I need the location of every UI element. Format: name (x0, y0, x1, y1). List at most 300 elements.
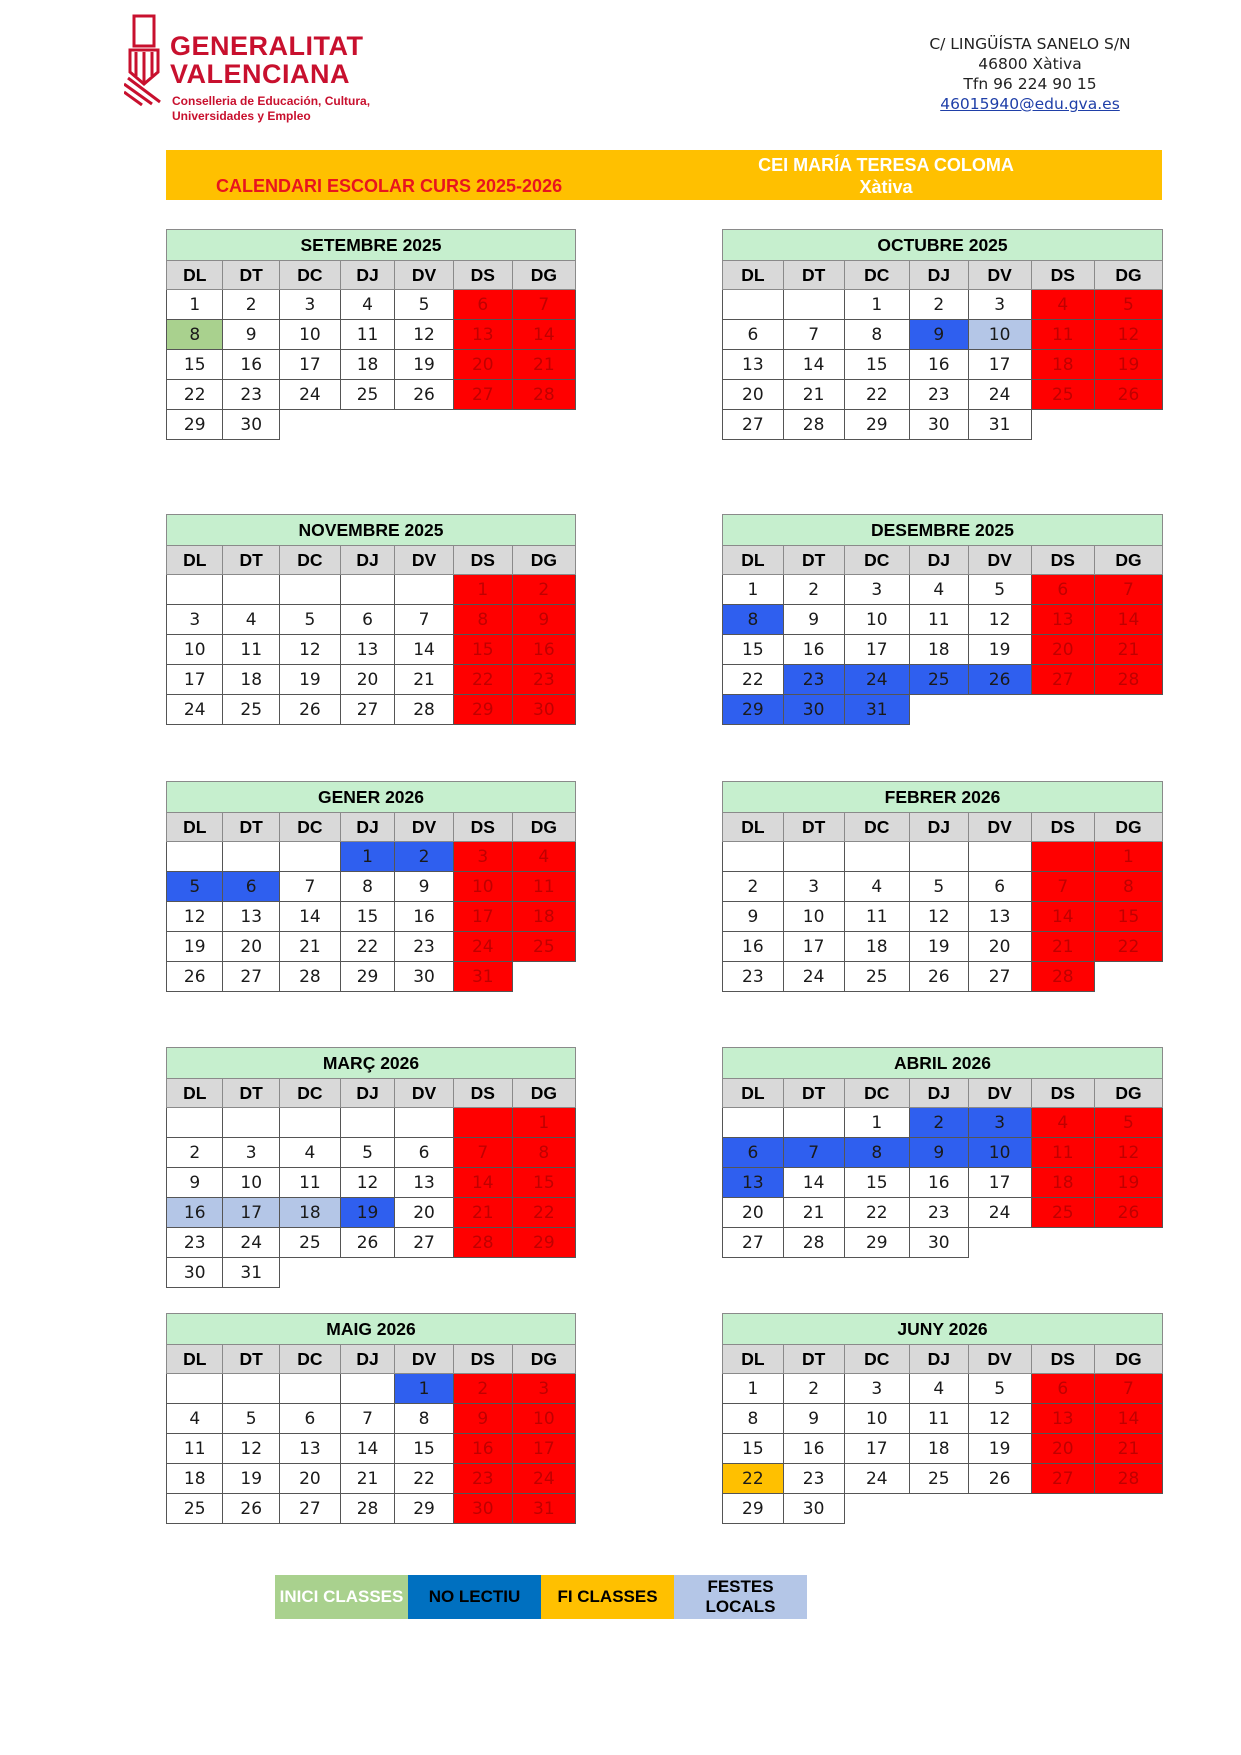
weekday-header: DL (167, 1345, 223, 1374)
calendar-day: 17 (968, 350, 1031, 380)
title-banner (166, 150, 1162, 200)
calendar-day: 31 (453, 962, 512, 992)
weekday-header: DT (783, 813, 844, 842)
calendar-day: 4 (340, 290, 394, 320)
calendar-day: 7 (340, 1404, 394, 1434)
calendar-day: 2 (910, 1108, 968, 1138)
month-table (166, 229, 576, 440)
calendar-day: 14 (453, 1168, 512, 1198)
calendar-empty-cell (279, 1258, 340, 1288)
calendar-empty-cell (279, 1374, 340, 1404)
calendar-day: 2 (395, 842, 454, 872)
logo-subtitle-2: Universidades y Empleo (172, 109, 311, 123)
calendar-empty-cell (783, 1108, 844, 1138)
calendar-day: 18 (512, 902, 575, 932)
calendar-day: 3 (844, 1374, 910, 1404)
calendar-day: 22 (723, 1464, 784, 1494)
calendar-day: 27 (723, 1228, 784, 1258)
weekday-header: DG (512, 1079, 575, 1108)
calendar-day: 22 (844, 1198, 910, 1228)
calendar-day: 27 (1031, 665, 1094, 695)
calendar-day: 26 (1094, 380, 1162, 410)
calendar-day: 26 (167, 962, 223, 992)
calendar-day: 23 (783, 1464, 844, 1494)
calendar-empty-cell (723, 1108, 784, 1138)
calendar-day: 14 (1031, 902, 1094, 932)
calendar-day: 23 (167, 1228, 223, 1258)
calendar-day: 1 (512, 1108, 575, 1138)
month-title: JUNY 2026 (723, 1314, 1163, 1345)
calendar-day: 31 (512, 1494, 575, 1524)
calendar-day: 22 (512, 1198, 575, 1228)
calendar-day: 17 (844, 635, 910, 665)
calendar-empty-cell (223, 1108, 279, 1138)
calendar-day: 20 (968, 932, 1031, 962)
calendar-day: 29 (723, 1494, 784, 1524)
calendar-day: 5 (910, 872, 968, 902)
weekday-header: DT (783, 1079, 844, 1108)
calendar-day: 13 (723, 1168, 784, 1198)
calendar-day: 17 (512, 1434, 575, 1464)
calendar-day: 15 (340, 902, 394, 932)
weekday-header: DS (453, 1079, 512, 1108)
calendar-day: 30 (395, 962, 454, 992)
logo-subtitle-1: Conselleria de Educación, Cultura, (172, 94, 371, 108)
calendar-day: 11 (844, 902, 910, 932)
calendar-day: 16 (167, 1198, 223, 1228)
calendar-day: 8 (395, 1404, 454, 1434)
calendar-day: 10 (279, 320, 340, 350)
weekday-header: DV (395, 813, 454, 842)
calendar-day: 15 (1094, 902, 1162, 932)
calendar-day: 12 (167, 902, 223, 932)
calendar-day: 1 (453, 575, 512, 605)
calendar-day: 5 (1094, 1108, 1162, 1138)
calendar-day: 29 (723, 695, 784, 725)
calendar-day: 7 (783, 1138, 844, 1168)
calendar-day: 19 (395, 350, 454, 380)
calendar-day: 16 (910, 350, 968, 380)
calendar-day: 10 (783, 902, 844, 932)
calendar-day: 6 (340, 605, 394, 635)
calendar-day: 4 (1031, 290, 1094, 320)
calendar-day: 9 (723, 902, 784, 932)
calendar-empty-cell (223, 1374, 279, 1404)
calendar-day: 24 (968, 380, 1031, 410)
calendar-day: 17 (279, 350, 340, 380)
calendar-day: 3 (279, 290, 340, 320)
weekday-header: DG (1094, 1345, 1162, 1374)
school-town: Xàtiva (859, 177, 913, 197)
calendar-day: 6 (1031, 575, 1094, 605)
calendar-day: 14 (340, 1434, 394, 1464)
calendar-day: 12 (395, 320, 454, 350)
weekday-header: DL (723, 813, 784, 842)
calendar-day: 25 (910, 1464, 968, 1494)
calendar-day: 11 (167, 1434, 223, 1464)
calendar-day: 27 (968, 962, 1031, 992)
weekday-header: DT (783, 546, 844, 575)
weekday-header: DT (223, 1345, 279, 1374)
weekday-header: DJ (340, 1345, 394, 1374)
calendar-empty-cell (279, 575, 340, 605)
weekday-header: DS (453, 1345, 512, 1374)
calendar-day: 26 (968, 665, 1031, 695)
calendar-day: 10 (453, 872, 512, 902)
calendar-day: 1 (395, 1374, 454, 1404)
weekday-header: DL (167, 546, 223, 575)
month-calendar-novembre (166, 514, 576, 725)
calendar-day: 25 (223, 695, 279, 725)
calendar-day: 24 (223, 1228, 279, 1258)
calendar-day: 18 (279, 1198, 340, 1228)
calendar-day: 17 (844, 1434, 910, 1464)
legend-no-lectiu: NO LECTIU (408, 1575, 541, 1619)
calendar-day: 10 (167, 635, 223, 665)
calendar-day: 1 (167, 290, 223, 320)
calendar-day: 10 (844, 605, 910, 635)
calendar-day: 4 (223, 605, 279, 635)
calendar-day: 21 (453, 1198, 512, 1228)
calendar-day: 14 (783, 350, 844, 380)
calendar-day: 9 (910, 320, 968, 350)
weekday-header: DC (279, 546, 340, 575)
calendar-day: 1 (844, 290, 910, 320)
calendar-empty-cell (453, 410, 512, 440)
calendar-day: 22 (453, 665, 512, 695)
calendar-empty-cell (1094, 1494, 1162, 1524)
calendar-day: 31 (223, 1258, 279, 1288)
weekday-header: DG (1094, 813, 1162, 842)
calendar-day: 28 (453, 1228, 512, 1258)
calendar-day: 20 (453, 350, 512, 380)
calendar-day: 6 (223, 872, 279, 902)
calendar-empty-cell (910, 695, 968, 725)
calendar-day: 31 (844, 695, 910, 725)
month-title: GENER 2026 (167, 782, 576, 813)
calendar-day: 9 (167, 1168, 223, 1198)
calendar-day: 7 (1094, 575, 1162, 605)
calendar-day: 30 (512, 695, 575, 725)
weekday-header: DG (1094, 1079, 1162, 1108)
calendar-day: 2 (723, 872, 784, 902)
calendar-day: 1 (723, 575, 784, 605)
calendar-day: 26 (910, 962, 968, 992)
school-name: CEI MARÍA TERESA COLOMA (758, 155, 1014, 175)
calendar-empty-cell (167, 575, 223, 605)
month-title: ABRIL 2026 (723, 1048, 1163, 1079)
calendar-day: 17 (223, 1198, 279, 1228)
calendar-day: 5 (167, 872, 223, 902)
calendar-day: 6 (1031, 1374, 1094, 1404)
email-link[interactable]: 46015940@edu.gva.es (940, 95, 1120, 113)
calendar-day: 20 (340, 665, 394, 695)
calendar-day: 1 (340, 842, 394, 872)
calendar-day: 10 (968, 320, 1031, 350)
calendar-day: 2 (783, 1374, 844, 1404)
calendar-empty-cell (167, 1374, 223, 1404)
school-address (900, 34, 1160, 114)
calendar-day: 6 (279, 1404, 340, 1434)
calendar-empty-cell (395, 410, 454, 440)
calendar-day: 2 (910, 290, 968, 320)
calendar-empty-cell (968, 842, 1031, 872)
weekday-header: DS (1031, 813, 1094, 842)
month-title: MARÇ 2026 (167, 1048, 576, 1079)
calendar-day: 18 (223, 665, 279, 695)
calendar-day: 29 (395, 1494, 454, 1524)
calendar-day: 5 (279, 605, 340, 635)
month-table (166, 1313, 576, 1524)
calendar-empty-cell (783, 290, 844, 320)
weekday-header: DT (783, 1345, 844, 1374)
calendar-day: 7 (1094, 1374, 1162, 1404)
calendar-day: 13 (1031, 1404, 1094, 1434)
calendar-day: 16 (223, 350, 279, 380)
calendar-empty-cell (783, 842, 844, 872)
calendar-day: 3 (968, 1108, 1031, 1138)
calendar-day: 14 (395, 635, 454, 665)
calendar-day: 19 (279, 665, 340, 695)
calendar-day: 24 (453, 932, 512, 962)
weekday-header: DJ (340, 546, 394, 575)
calendar-day: 27 (1031, 1464, 1094, 1494)
calendar-day: 17 (167, 665, 223, 695)
calendar-empty-cell (395, 1108, 454, 1138)
calendar-day: 7 (1031, 872, 1094, 902)
calendar-day: 3 (968, 290, 1031, 320)
calendar-day: 13 (968, 902, 1031, 932)
calendar-day: 2 (453, 1374, 512, 1404)
calendar-day: 4 (1031, 1108, 1094, 1138)
calendar-day: 5 (395, 290, 454, 320)
calendar-day: 1 (723, 1374, 784, 1404)
weekday-header: DG (1094, 261, 1162, 290)
calendar-day: 9 (395, 872, 454, 902)
calendar-day: 15 (512, 1168, 575, 1198)
calendar-day: 15 (453, 635, 512, 665)
calendar-day: 12 (279, 635, 340, 665)
weekday-header: DV (395, 546, 454, 575)
calendar-day: 5 (340, 1138, 394, 1168)
calendar-empty-cell (910, 1494, 968, 1524)
calendar-day: 22 (395, 1464, 454, 1494)
calendar-day: 12 (968, 1404, 1031, 1434)
calendar-empty-cell (512, 962, 575, 992)
calendar-empty-cell (340, 1108, 394, 1138)
calendar-day: 19 (1094, 350, 1162, 380)
weekday-header: DV (968, 1345, 1031, 1374)
weekday-header: DC (279, 813, 340, 842)
calendar-day: 9 (783, 605, 844, 635)
calendar-title: CALENDARI ESCOLAR CURS 2025-2026 (216, 176, 563, 196)
calendar-day: 27 (723, 410, 784, 440)
calendar-day: 22 (340, 932, 394, 962)
calendar-empty-cell (340, 1374, 394, 1404)
calendar-day: 21 (279, 932, 340, 962)
calendar-empty-cell (395, 1258, 454, 1288)
weekday-header: DS (453, 261, 512, 290)
calendar-day: 30 (783, 1494, 844, 1524)
calendar-day: 23 (395, 932, 454, 962)
calendar-day: 28 (1094, 665, 1162, 695)
calendar-day: 24 (167, 695, 223, 725)
calendar-empty-cell (167, 1108, 223, 1138)
calendar-day: 8 (723, 1404, 784, 1434)
calendar-day: 20 (279, 1464, 340, 1494)
calendar-day: 13 (223, 902, 279, 932)
calendar-empty-cell (395, 575, 454, 605)
calendar-day: 26 (1094, 1198, 1162, 1228)
calendar-day: 16 (783, 635, 844, 665)
calendar-day: 16 (783, 1434, 844, 1464)
weekday-header: DL (167, 813, 223, 842)
weekday-header: DJ (340, 813, 394, 842)
calendar-day: 16 (395, 902, 454, 932)
weekday-header: DV (968, 261, 1031, 290)
calendar-day: 24 (844, 1464, 910, 1494)
calendar-day: 20 (723, 1198, 784, 1228)
weekday-header: DV (968, 813, 1031, 842)
weekday-header: DG (512, 813, 575, 842)
calendar-day: 29 (340, 962, 394, 992)
calendar-day: 8 (1094, 872, 1162, 902)
address-city: 46800 Xàtiva (978, 55, 1082, 73)
calendar-day: 4 (844, 872, 910, 902)
calendar-day: 5 (968, 575, 1031, 605)
calendar-empty-cell (844, 1494, 910, 1524)
calendar-day: 27 (279, 1494, 340, 1524)
weekday-header: DT (223, 546, 279, 575)
month-title: MAIG 2026 (167, 1314, 576, 1345)
weekday-header: DV (968, 1079, 1031, 1108)
calendar-day: 20 (223, 932, 279, 962)
weekday-header: DC (844, 1079, 910, 1108)
calendar-day: 25 (279, 1228, 340, 1258)
calendar-day: 4 (512, 842, 575, 872)
generalitat-logo (124, 14, 384, 124)
weekday-header: DJ (340, 261, 394, 290)
calendar-day: 8 (167, 320, 223, 350)
calendar-day: 5 (223, 1404, 279, 1434)
weekday-header: DJ (910, 546, 968, 575)
weekday-header: DV (395, 1345, 454, 1374)
calendar-empty-cell (453, 1258, 512, 1288)
calendar-day: 18 (340, 350, 394, 380)
legend (275, 1575, 807, 1619)
weekday-header: DC (844, 813, 910, 842)
month-calendar-maig (166, 1313, 576, 1524)
calendar-empty-cell (844, 842, 910, 872)
calendar-day: 11 (279, 1168, 340, 1198)
calendar-empty-cell (723, 290, 784, 320)
calendar-day: 25 (1031, 380, 1094, 410)
calendar-day: 28 (1094, 1464, 1162, 1494)
weekday-header: DT (783, 261, 844, 290)
weekday-header: DJ (910, 813, 968, 842)
calendar-empty-cell (1031, 842, 1094, 872)
legend-festes-locals: FESTES LOCALS (674, 1575, 807, 1619)
weekday-header: DJ (340, 1079, 394, 1108)
calendar-day: 19 (1094, 1168, 1162, 1198)
calendar-empty-cell (340, 1258, 394, 1288)
calendar-day: 19 (167, 932, 223, 962)
calendar-day: 6 (395, 1138, 454, 1168)
calendar-day: 19 (223, 1464, 279, 1494)
calendar-empty-cell (223, 575, 279, 605)
calendar-day: 15 (395, 1434, 454, 1464)
month-table (722, 1313, 1163, 1524)
weekday-header: DC (844, 546, 910, 575)
calendar-day: 24 (279, 380, 340, 410)
calendar-day: 30 (910, 1228, 968, 1258)
month-table (166, 1047, 576, 1288)
calendar-day: 9 (910, 1138, 968, 1168)
month-calendar-febrer (722, 781, 1163, 992)
calendar-day: 18 (1031, 1168, 1094, 1198)
calendar-day: 29 (167, 410, 223, 440)
calendar-empty-cell (512, 410, 575, 440)
weekday-header: DL (723, 1345, 784, 1374)
calendar-day: 27 (223, 962, 279, 992)
calendar-day: 23 (783, 665, 844, 695)
weekday-header: DL (723, 261, 784, 290)
calendar-day: 20 (1031, 635, 1094, 665)
calendar-day: 26 (279, 695, 340, 725)
calendar-day: 25 (340, 380, 394, 410)
weekday-header: DC (279, 261, 340, 290)
calendar-day: 25 (844, 962, 910, 992)
weekday-header: DT (223, 1079, 279, 1108)
legend-inici-classes: INICI CLASSES (275, 1575, 408, 1619)
calendar-day: 7 (395, 605, 454, 635)
calendar-empty-cell (968, 1228, 1031, 1258)
calendar-day: 19 (968, 635, 1031, 665)
calendar-day: 15 (723, 1434, 784, 1464)
calendar-day: 16 (723, 932, 784, 962)
calendar-day: 8 (512, 1138, 575, 1168)
calendar-day: 29 (453, 695, 512, 725)
calendar-day: 15 (723, 635, 784, 665)
month-calendar-gener (166, 781, 576, 992)
calendar-day: 22 (1094, 932, 1162, 962)
calendar-day: 13 (279, 1434, 340, 1464)
calendar-day: 13 (395, 1168, 454, 1198)
calendar-day: 14 (512, 320, 575, 350)
calendar-day: 26 (395, 380, 454, 410)
calendar-empty-cell (1094, 1228, 1162, 1258)
calendar-day: 23 (512, 665, 575, 695)
month-table (166, 514, 576, 725)
calendar-day: 3 (453, 842, 512, 872)
legend-fi-classes: FI CLASSES (541, 1575, 674, 1619)
calendar-day: 24 (844, 665, 910, 695)
weekday-header: DG (512, 261, 575, 290)
weekday-header: DG (512, 1345, 575, 1374)
weekday-header: DS (453, 546, 512, 575)
calendar-day: 25 (167, 1494, 223, 1524)
month-table (722, 229, 1163, 440)
calendar-empty-cell (1094, 695, 1162, 725)
weekday-header: DV (395, 1079, 454, 1108)
calendar-day: 19 (340, 1198, 394, 1228)
calendar-day: 11 (1031, 1138, 1094, 1168)
calendar-day: 20 (1031, 1434, 1094, 1464)
calendar-day: 7 (453, 1138, 512, 1168)
calendar-day: 31 (968, 410, 1031, 440)
calendar-day: 18 (844, 932, 910, 962)
weekday-header: DL (167, 1079, 223, 1108)
